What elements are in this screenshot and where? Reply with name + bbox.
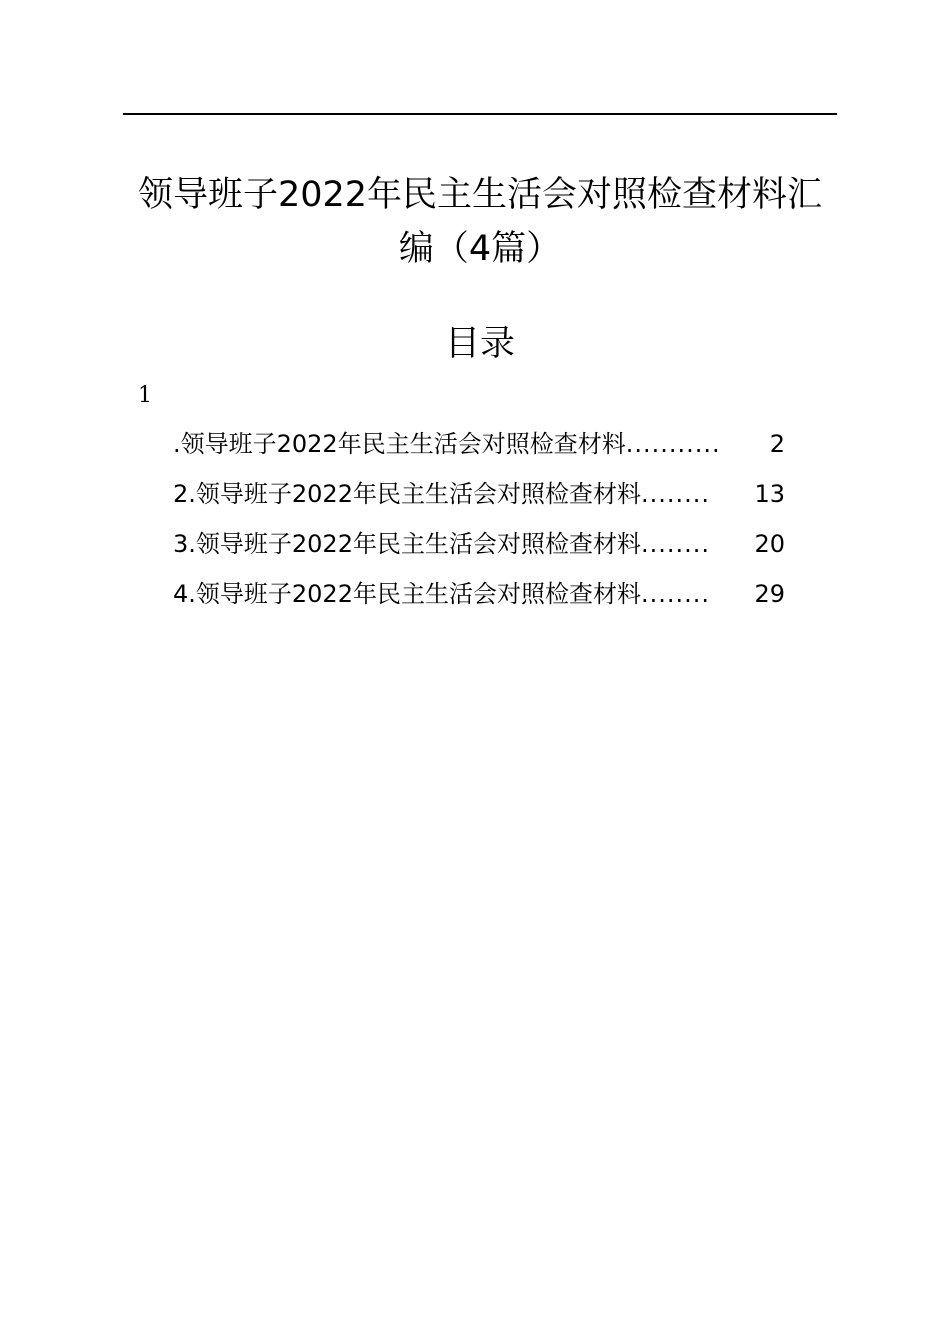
toc-entry-label: 4.领导班子2022年民主生活会对照检查材料 <box>173 580 641 608</box>
toc-page-number: 2 <box>769 430 785 458</box>
toc-page-number: 20 <box>754 530 785 558</box>
toc-page-number: 13 <box>754 480 785 508</box>
table-of-contents <box>173 422 785 622</box>
toc-entry-label: 2.领导班子2022年民主生活会对照检查材料 <box>173 480 641 508</box>
toc-entry-1[interactable] <box>173 422 785 472</box>
document-title: 领导班子2022年民主生活会对照检查材料汇编（4篇） <box>137 175 823 269</box>
toc-entry-label: .领导班子2022年民主生活会对照检查材料 <box>173 430 626 458</box>
toc-page-number: 29 <box>754 580 785 608</box>
toc-dot-leader: ........ <box>640 480 711 508</box>
toc-dot-leader: ........... <box>625 430 721 458</box>
toc-dot-leader: ........ <box>640 530 711 558</box>
toc-entry-label: 3.领导班子2022年民主生活会对照检查材料 <box>173 530 641 558</box>
toc-entry-3[interactable] <box>173 522 785 572</box>
toc-heading: 目录 <box>444 324 515 364</box>
header-rule <box>123 113 837 115</box>
list-number: 1 <box>138 383 152 408</box>
toc-entry-4[interactable] <box>173 572 785 622</box>
toc-entry-2[interactable] <box>173 472 785 522</box>
toc-dot-leader: ........ <box>640 580 711 608</box>
